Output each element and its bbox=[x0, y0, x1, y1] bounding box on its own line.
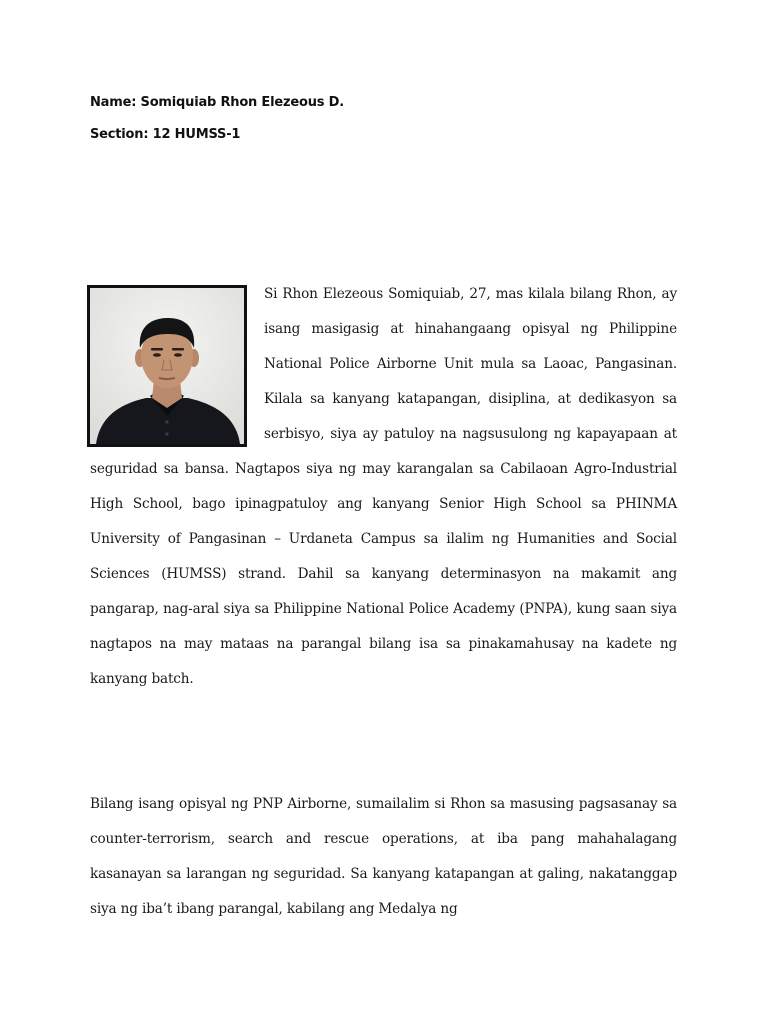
student-name-line: Name: Somiquiab Rhon Elezeous D. bbox=[90, 95, 344, 110]
biography-paragraph-1-text: Si Rhon Elezeous Somiquiab, 27, mas kilala bilang Rhon, ay isang masigasig at hinahangaang opisyal ng Philippine National Police Airborne Unit mula sa Laoac, Pangasinan. Kilala sa kanyang katapangan, disiplina, at dedikasyon sa serbisyo, siya ay patuloy na nagsusulong ng kapayapaan at seguridad sa bansa. Nagtapos siya ng may karangalan sa Cabilaoan Agro-Industrial High School, bago ipinagpatuloy ang kanyang Senior High School sa PHINMA University of Pangasinan – Urdaneta Campus sa ilalim ng Humanities and Social Sciences (HUMSS) strand. Dahil sa kanyang determinasyon na makamit ang pangarap, nag-aral siya sa Philippine National Police Academy (PNPA), kung saan siya nagtapos na may mataas na parangal bilang isa sa pinakamahusay na kadete ng kanyang batch. bbox=[90, 286, 677, 687]
portrait-photo-icon bbox=[90, 288, 244, 444]
biography-paragraph-1 bbox=[90, 277, 677, 697]
portrait-photo bbox=[87, 285, 247, 447]
student-section-line: Section: 12 HUMSS-1 bbox=[90, 127, 241, 142]
biography-paragraph-2: Bilang isang opisyal ng PNP Airborne, sumailalim si Rhon sa masusing pagsasanay sa counter-terrorism, search and rescue operations, at iba pang mahahalagang kasanayan sa larangan ng seguridad. Sa kanyang katapangan at galing, nakatanggap siya ng iba’t ibang parangal, kabilang ang Medalya ng bbox=[90, 796, 677, 917]
